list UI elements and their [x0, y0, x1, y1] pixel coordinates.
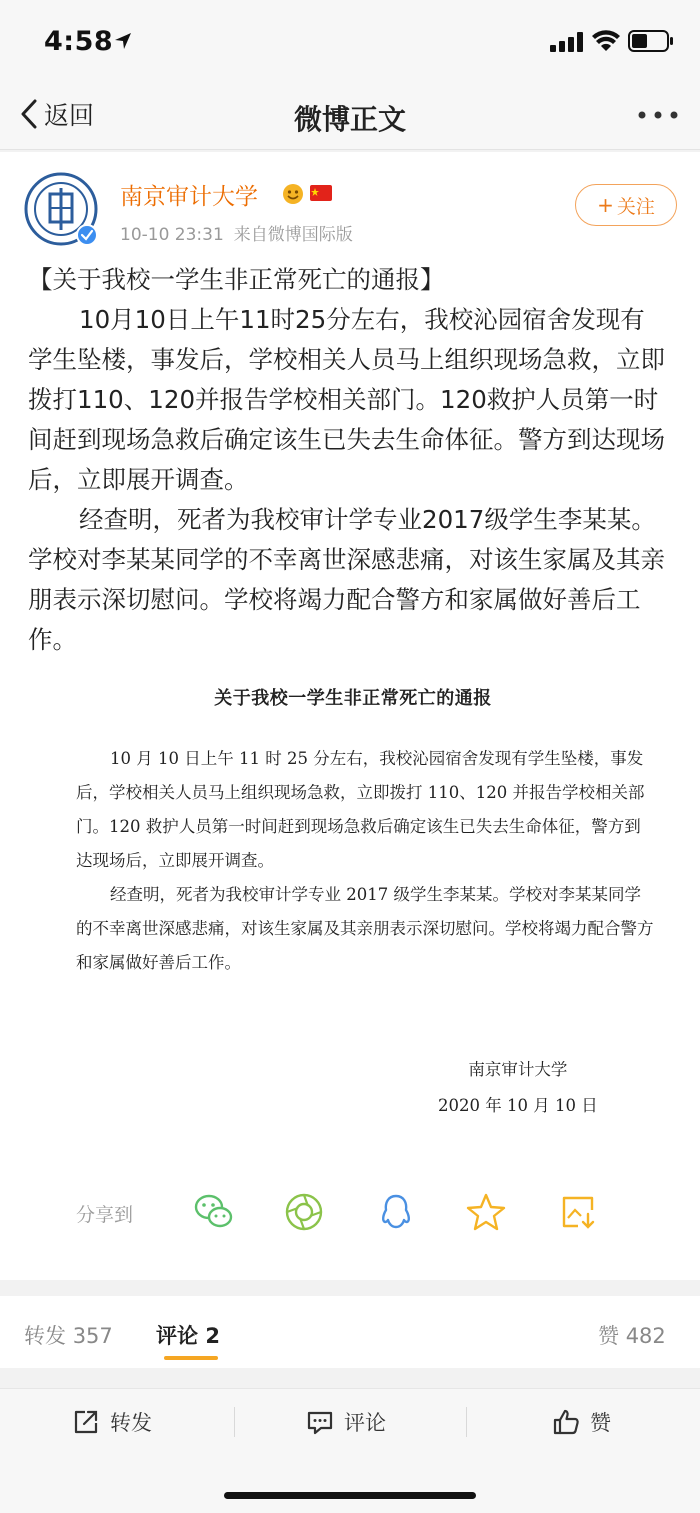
bottom-action-bar: [0, 1388, 700, 1513]
document-paragraph: 经查明，死者为我校审计学专业 2017 级学生李某某。学校对李某某同学的不幸离世深感悲痛，对该生家属及其亲朋表示深切慰问。学校将竭力配合警方和家属做好善后工作。: [76, 885, 654, 972]
document-date: 2020 年 10 月 10 日: [438, 1096, 598, 1115]
comment-button[interactable]: [306, 1403, 386, 1441]
post-date: 10-10 23:31: [120, 225, 224, 245]
navigation-bar: [0, 80, 700, 150]
comment-icon: [306, 1408, 334, 1436]
stats-tabs: [0, 1296, 700, 1368]
document-signature-block: [438, 1052, 598, 1124]
share-label: 分享到: [76, 1204, 134, 1226]
repost-button[interactable]: [72, 1403, 152, 1441]
thumbs-up-icon: [552, 1408, 580, 1436]
wifi-icon: [592, 29, 620, 53]
post-headline: 【关于我校一学生非正常死亡的通报】: [28, 265, 445, 294]
document-title: 关于我校一学生非正常死亡的通报: [214, 688, 492, 709]
action-divider: [466, 1407, 467, 1437]
comment-label: 评论: [344, 1411, 386, 1435]
home-indicator: [224, 1492, 476, 1499]
vip-badge-icon: [282, 183, 304, 205]
post-text: [28, 260, 668, 660]
post-card: [0, 152, 700, 1280]
back-label: 返回: [44, 101, 95, 130]
status-time: 4:58: [44, 26, 114, 57]
page-title: 微博正文: [293, 103, 406, 136]
wechat-icon[interactable]: [192, 1190, 236, 1234]
follow-label: 关注: [616, 195, 655, 218]
share-out-icon: [72, 1408, 100, 1436]
notice-document-image[interactable]: [28, 672, 678, 1115]
follow-button[interactable]: [575, 184, 677, 226]
moments-icon[interactable]: [282, 1190, 326, 1234]
active-tab-indicator: [164, 1356, 218, 1360]
document-signature: 南京审计大学: [468, 1060, 568, 1079]
share-row: [0, 1182, 700, 1242]
tab-count: 2: [205, 1324, 220, 1348]
author-name[interactable]: 南京审计大学: [120, 184, 258, 210]
verified-badge-icon: [76, 224, 98, 246]
document-paragraph: 10 月 10 日上午 11 时 25 分左右，我校沁园宿舍发现有学生坠楼，事发后，学校相关人员马上组织现场急救，立即拨打 110、120 并报告学校相关部门。120 救护人员第一时间赶到现场急救后确定该生已失去生命体征，警方到达现场后，立即展开调查。: [76, 749, 645, 870]
status-bar: [0, 0, 700, 80]
cellular-signal-icon: [550, 32, 584, 52]
action-divider: [234, 1407, 235, 1437]
qq-icon[interactable]: [374, 1190, 418, 1234]
tab-comments[interactable]: [156, 1320, 220, 1350]
flag-badge-icon: [310, 185, 332, 201]
tab-label: 评论: [156, 1324, 198, 1348]
tab-likes[interactable]: [598, 1320, 666, 1350]
document-body: [76, 742, 656, 980]
tab-reposts[interactable]: [24, 1320, 113, 1350]
post-source: 来自微博国际版: [233, 225, 353, 245]
repost-label: 转发: [110, 1411, 152, 1435]
tab-count: 357: [72, 1324, 113, 1348]
tab-count: 482: [625, 1324, 666, 1348]
tab-label: 赞: [598, 1324, 619, 1348]
like-label: 赞: [590, 1411, 611, 1435]
post-meta: [120, 220, 353, 245]
location-arrow-icon: [114, 32, 132, 50]
plus-icon: +: [597, 193, 614, 217]
like-button[interactable]: [552, 1403, 611, 1441]
battery-icon: [628, 30, 674, 52]
more-options-icon[interactable]: [636, 108, 680, 122]
save-image-icon[interactable]: [556, 1190, 600, 1234]
tab-label: 转发: [24, 1324, 66, 1348]
favorite-star-icon[interactable]: [464, 1190, 508, 1234]
post-paragraph: 经查明，死者为我校审计学专业2017级学生李某某。学校对李某某同学的不幸离世深感悲痛，对该生家属及其亲朋表示深切慰问。学校将竭力配合警方和家属做好善后工作。: [28, 505, 665, 654]
post-paragraph: 10月10日上午11时25分左右，我校沁园宿舍发现有学生坠楼，事发后，学校相关人员马上组织现场急救，立即拨打110、120并报告学校相关部门。120救护人员第一时间赶到现场急救后确定该生已失去生命体征。警方到达现场后，立即展开调查。: [28, 305, 665, 494]
